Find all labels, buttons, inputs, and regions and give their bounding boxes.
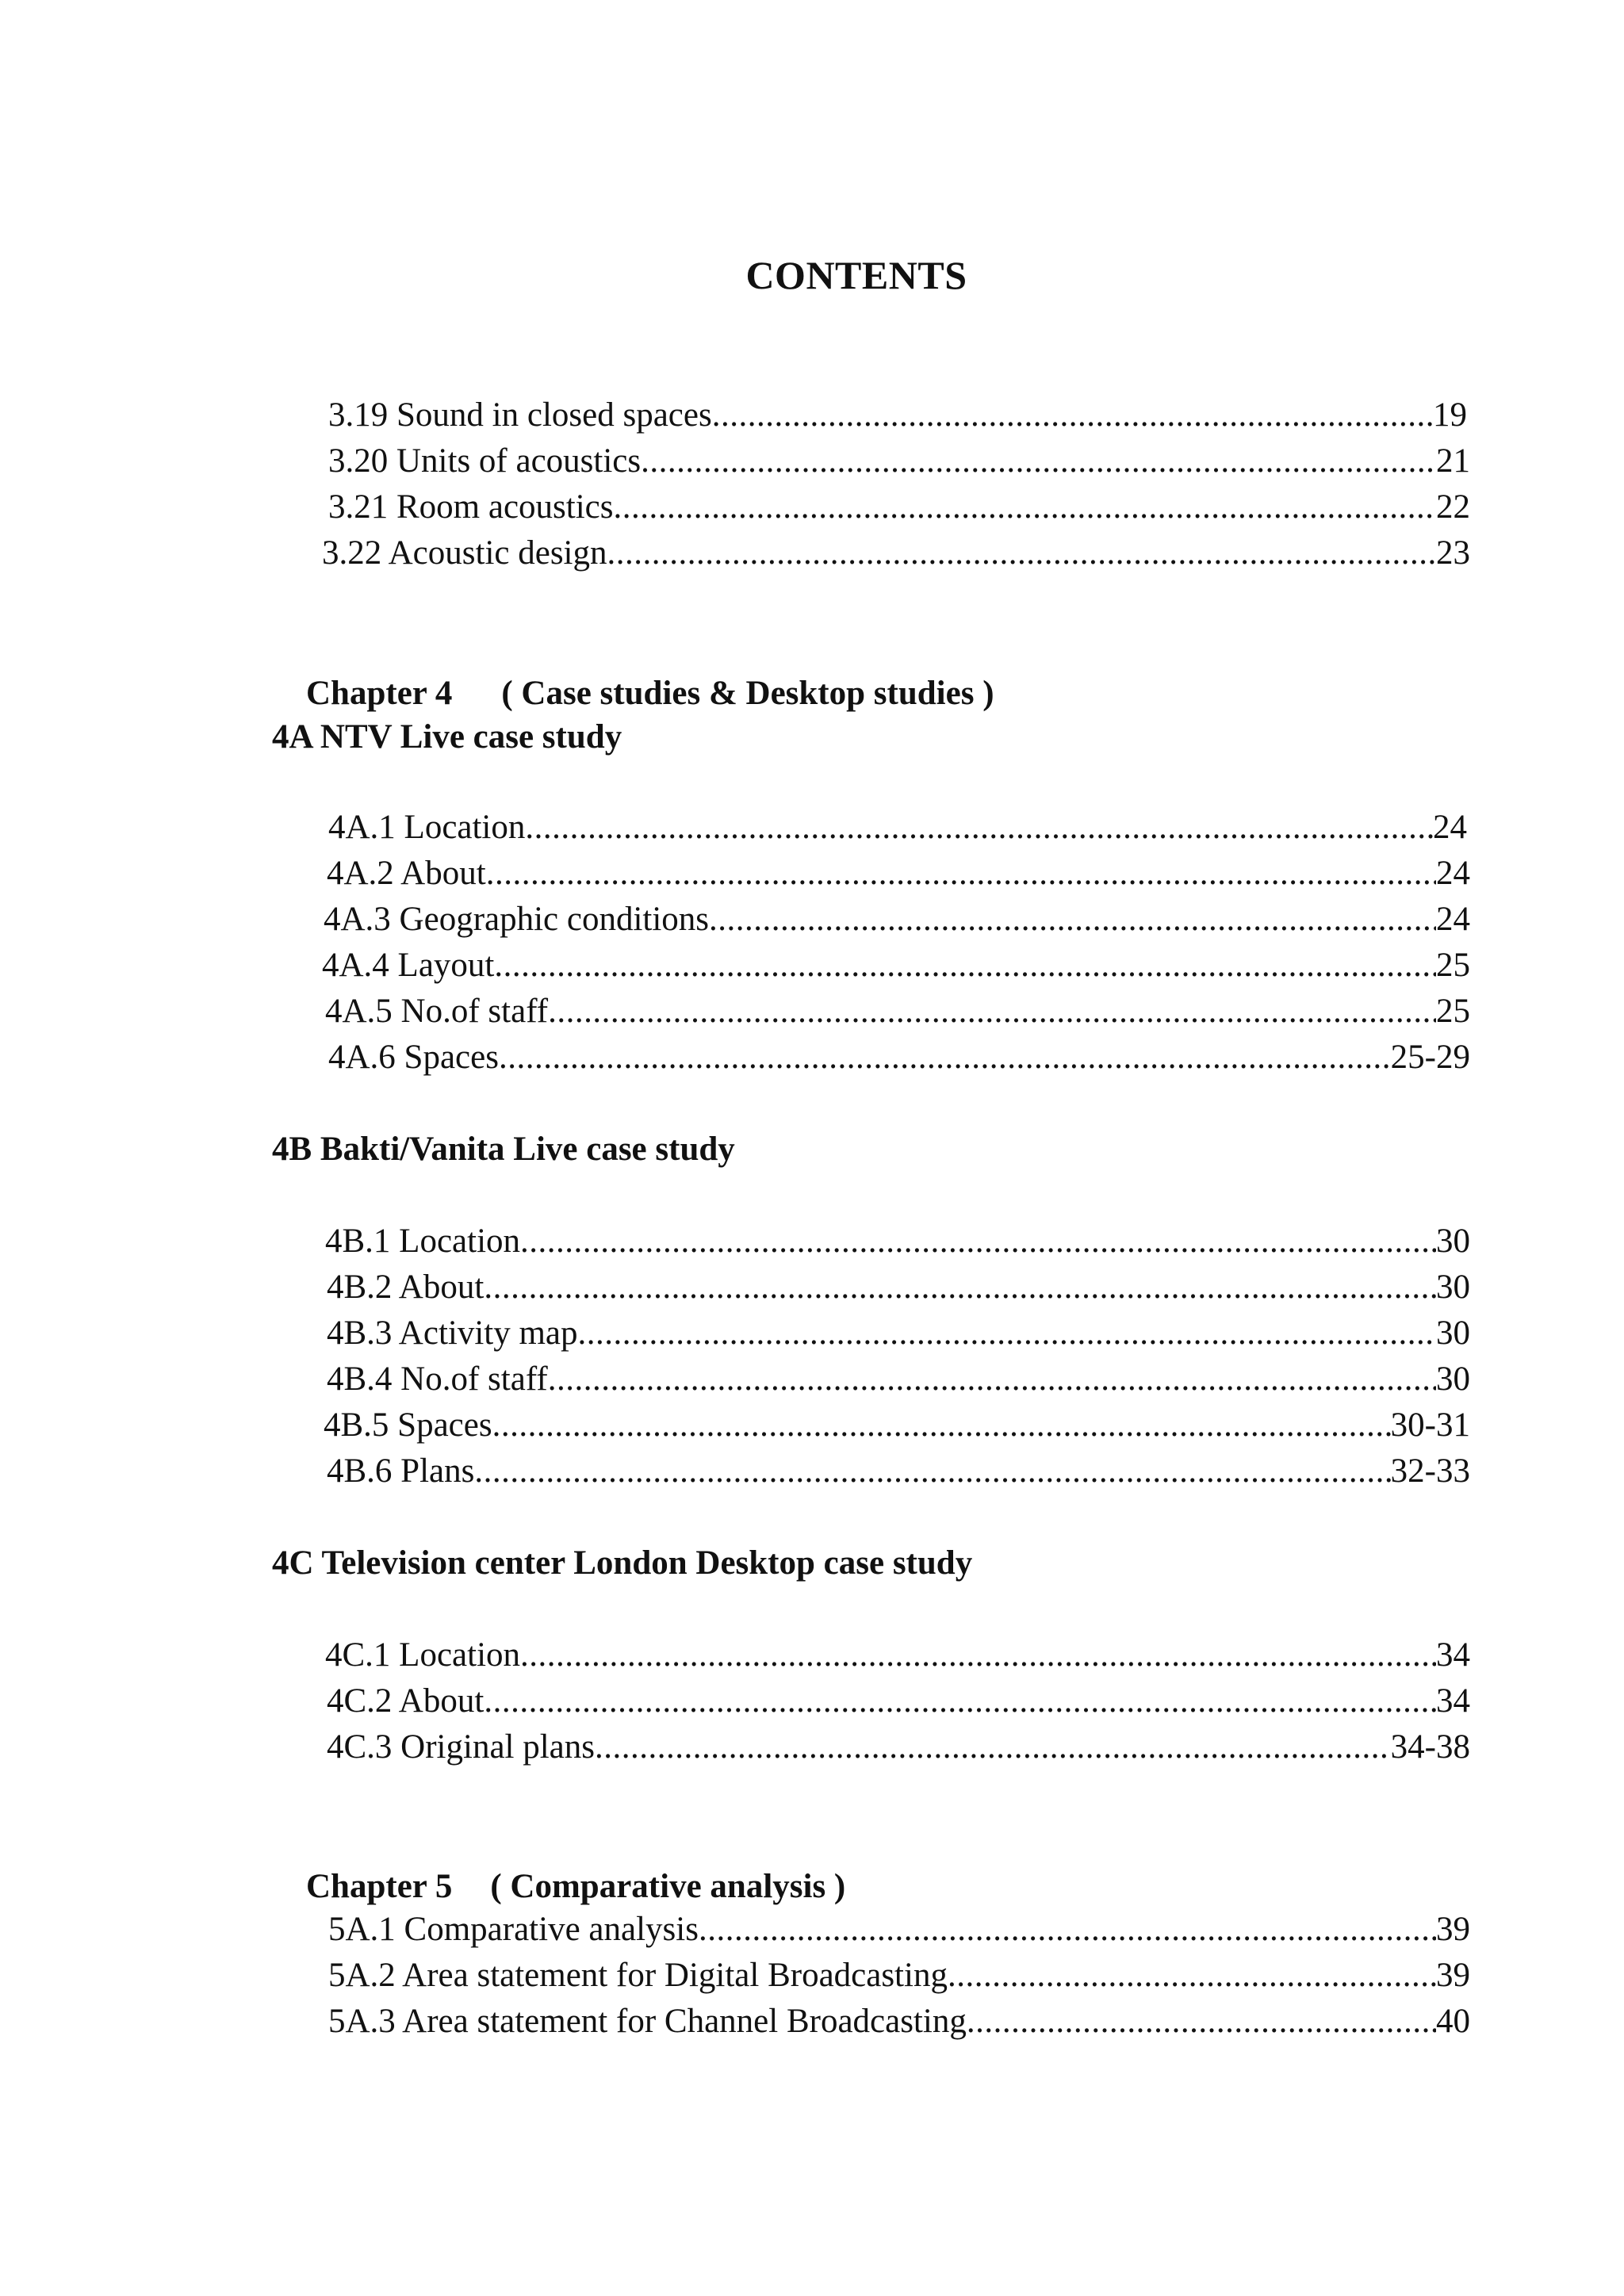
- section-4a-heading: 4A NTV Live case study: [272, 718, 622, 756]
- toc-entry-page: 34: [1436, 1682, 1470, 1720]
- toc-entry-label: 5A.2 Area statement for Digital Broadcasting: [328, 1957, 948, 1994]
- toc-entry-4b-3: [327, 1311, 1470, 1357]
- toc-entry-label: 5A.1 Comparative analysis: [328, 1911, 699, 1948]
- toc-entry-4b-1: [325, 1219, 1470, 1265]
- toc-entry-4c-1: [325, 1632, 1470, 1678]
- toc-entry-label: 4A.2 About: [327, 855, 486, 892]
- dot-leader: [709, 897, 1436, 943]
- toc-entry-4a-6: [328, 1035, 1470, 1081]
- toc-entry-4a-4: [322, 943, 1470, 989]
- toc-entry-label: 3.21 Room acoustics: [328, 488, 614, 526]
- toc-entry-page: 34: [1436, 1636, 1470, 1674]
- toc-entry-page: 25-29: [1390, 1039, 1470, 1076]
- toc-entry-label: 3.20 Units of acoustics: [328, 442, 642, 480]
- toc-entry-page: 21: [1436, 442, 1470, 480]
- dot-leader: [492, 1402, 1391, 1448]
- toc-entry-label: 4A.3 Geographic conditions: [324, 901, 710, 938]
- toc-entry-page: 30-31: [1390, 1406, 1470, 1444]
- toc-entry-4b-2: [327, 1265, 1470, 1311]
- dot-leader: [484, 1265, 1436, 1311]
- section-4b-heading: 4B Bakti/Vanita Live case study: [272, 1131, 735, 1168]
- toc-entry-label: 4B.1 Location: [325, 1223, 521, 1260]
- toc-entry-page: 24: [1433, 809, 1467, 846]
- chapter-label: Chapter 5: [306, 1868, 453, 1905]
- toc-entry-page: 19: [1433, 396, 1467, 434]
- toc-entry-3-19: [328, 392, 1467, 438]
- toc-entry-5a-3: [328, 1999, 1470, 2045]
- toc-entry-3-20: [328, 438, 1470, 484]
- toc-entry-label: 4C.2 About: [327, 1682, 485, 1720]
- dot-leader: [494, 943, 1436, 989]
- dot-leader: [967, 1999, 1436, 2045]
- dot-leader: [520, 1219, 1436, 1265]
- toc-entry-page: 24: [1436, 855, 1470, 892]
- toc-entry-page: 30: [1436, 1269, 1470, 1306]
- page-title: CONTENTS: [745, 253, 967, 297]
- chapter-label: Chapter 4: [306, 675, 453, 712]
- toc-entry-5a-2: [328, 1953, 1470, 1999]
- toc-entry-page: 30: [1436, 1360, 1470, 1398]
- toc-entry-page: 30: [1436, 1223, 1470, 1260]
- toc-entry-label: 4A.6 Spaces: [328, 1039, 499, 1076]
- dot-leader: [484, 1678, 1436, 1724]
- toc-entry-4b-6: [327, 1448, 1470, 1494]
- toc-entry-page: 40: [1436, 2003, 1470, 2040]
- toc-entry-4c-3: [327, 1724, 1470, 1770]
- toc-entry-label: 4A.1 Location: [328, 809, 526, 846]
- toc-entry-3-21: [328, 484, 1470, 530]
- toc-entry-page: 30: [1436, 1314, 1470, 1352]
- toc-entry-4a-1: [328, 805, 1467, 851]
- dot-leader: [712, 392, 1433, 438]
- dot-leader: [548, 1357, 1436, 1402]
- dot-leader: [641, 438, 1436, 484]
- toc-entry-4b-5: [324, 1402, 1470, 1448]
- toc-entry-page: 25: [1436, 993, 1470, 1030]
- toc-entry-4a-5: [325, 989, 1470, 1035]
- dot-leader: [578, 1311, 1436, 1357]
- dot-leader: [474, 1448, 1390, 1494]
- toc-entry-page: 32-33: [1390, 1452, 1470, 1490]
- toc-entry-label: 4C.1 Location: [325, 1636, 521, 1674]
- toc-entry-label: 4B.2 About: [327, 1269, 485, 1306]
- toc-entry-label: 4B.3 Activity map: [327, 1314, 578, 1352]
- toc-entry-label: 3.19 Sound in closed spaces: [328, 396, 712, 434]
- toc-entry-label: 4A.5 No.of staff: [325, 993, 549, 1030]
- toc-entry-label: 4C.3 Original plans: [327, 1728, 595, 1766]
- toc-entry-page: 39: [1436, 1957, 1470, 1994]
- toc-entry-page: 23: [1436, 534, 1470, 572]
- toc-entry-3-22: [322, 530, 1470, 576]
- dot-leader: [614, 484, 1437, 530]
- toc-entry-page: 22: [1436, 488, 1470, 526]
- chapter-subtitle: ( Comparative analysis ): [490, 1868, 846, 1905]
- toc-entry-5a-1: [328, 1907, 1470, 1953]
- dot-leader: [948, 1953, 1436, 1999]
- toc-entry-label: 3.22 Acoustic design: [322, 534, 607, 572]
- dot-leader: [486, 851, 1436, 897]
- dot-leader: [607, 530, 1437, 576]
- toc-entry-page: 24: [1436, 901, 1470, 938]
- dot-leader: [499, 1035, 1391, 1081]
- toc-entry-4b-4: [327, 1357, 1470, 1402]
- toc-entry-label: 4B.5 Spaces: [324, 1406, 492, 1444]
- dot-leader: [699, 1907, 1436, 1953]
- toc-entry-4a-3: [324, 897, 1470, 943]
- toc-entry-label: 4B.6 Plans: [327, 1452, 475, 1490]
- toc-entry-label: 5A.3 Area statement for Channel Broadcasting: [328, 2003, 967, 2040]
- toc-entry-page: 25: [1436, 947, 1470, 984]
- dot-leader: [525, 805, 1433, 851]
- chapter-subtitle: ( Case studies & Desktop studies ): [501, 675, 994, 712]
- toc-entry-4a-2: [327, 851, 1470, 897]
- toc-entry-label: 4B.4 No.of staff: [327, 1360, 548, 1398]
- section-4c-heading: 4C Television center London Desktop case study: [272, 1544, 973, 1582]
- dot-leader: [520, 1632, 1436, 1678]
- toc-entry-page: 34-38: [1390, 1728, 1470, 1766]
- toc-entry-page: 39: [1436, 1911, 1470, 1948]
- toc-entry-4c-2: [327, 1678, 1470, 1724]
- toc-entry-label: 4A.4 Layout: [322, 947, 495, 984]
- dot-leader: [548, 989, 1436, 1035]
- dot-leader: [595, 1724, 1391, 1770]
